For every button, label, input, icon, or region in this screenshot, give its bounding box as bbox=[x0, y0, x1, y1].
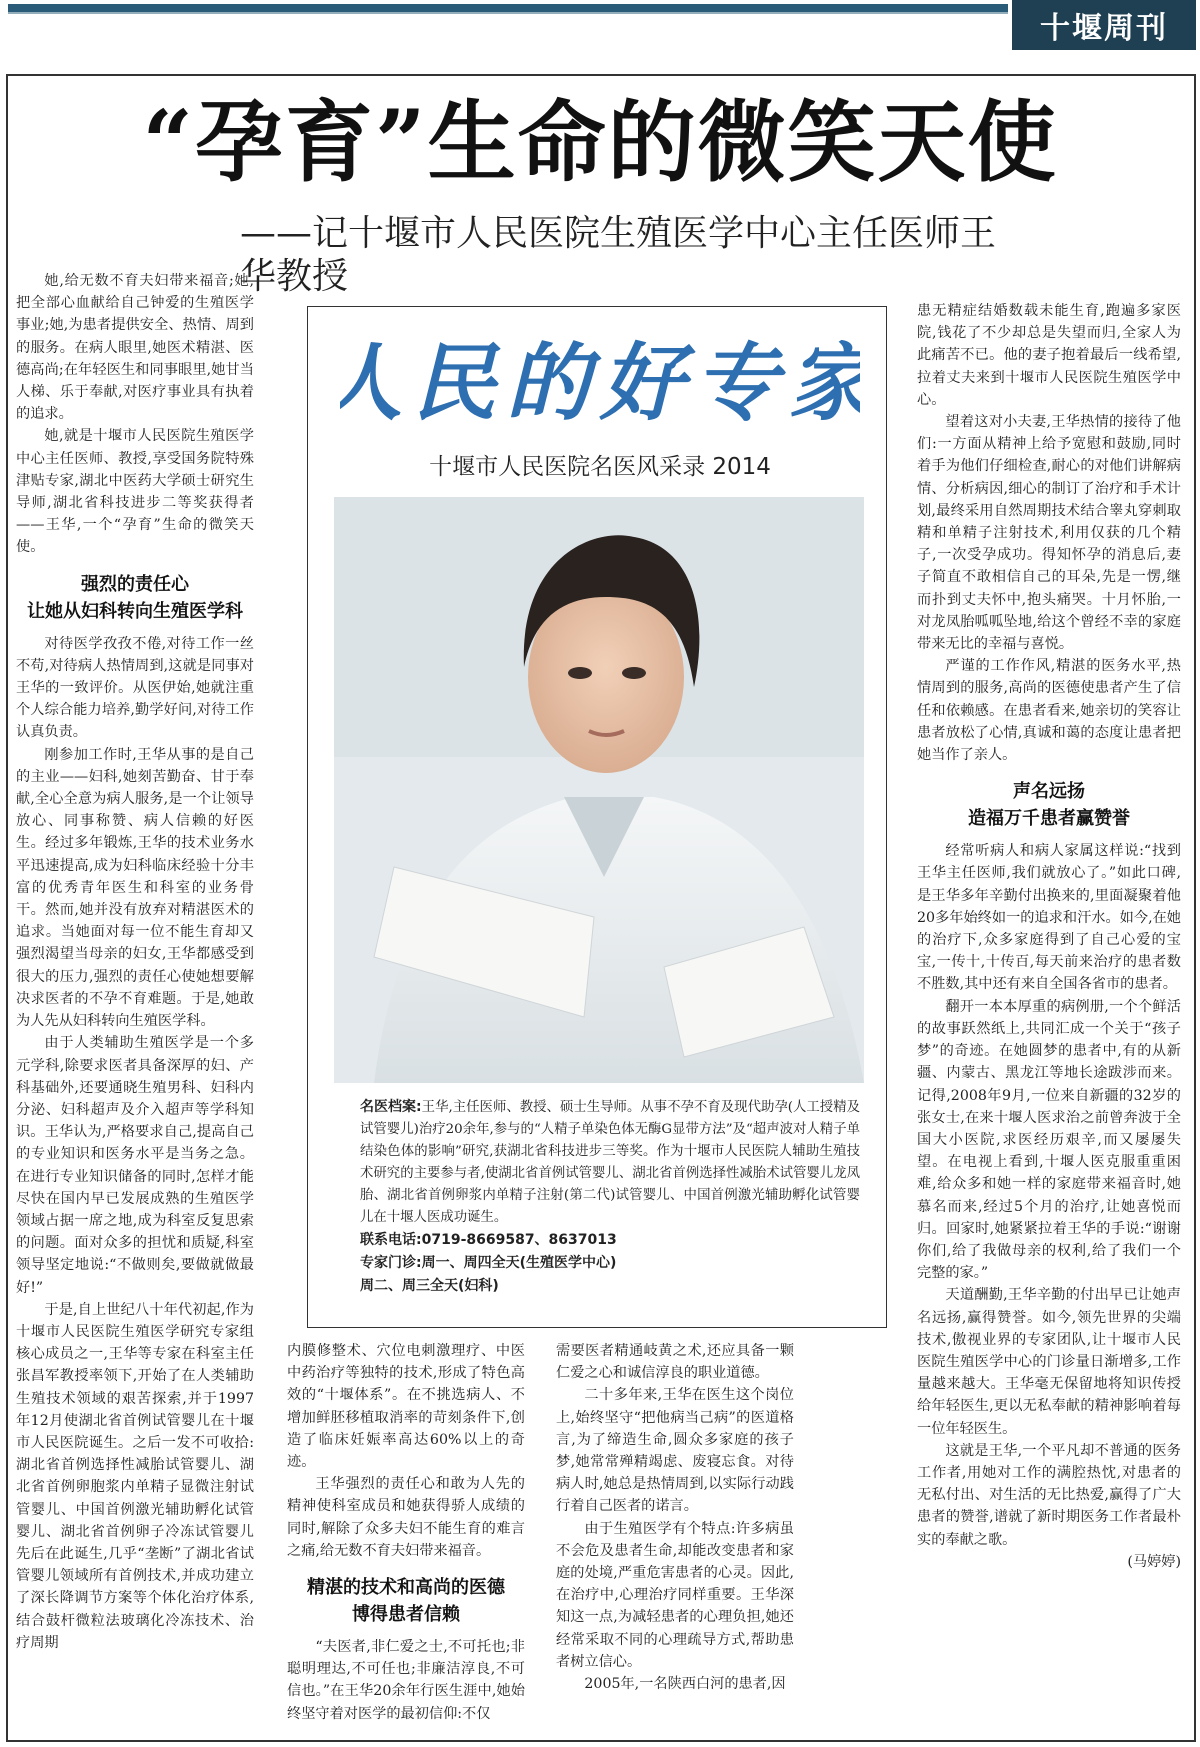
subheadline: ——记十堰市人民医院生殖医学中心主任医师王华教授 bbox=[240, 213, 997, 298]
paragraph: 需要医者精通岐黄之术,还应具备一颗仁爱之心和诚信淳良的职业道德。 bbox=[556, 1343, 794, 1382]
masthead-rule-thin bbox=[8, 12, 1008, 14]
column-1 bbox=[16, 270, 254, 1654]
brand-calligraphy bbox=[340, 320, 860, 440]
brand-title-text: 人民的好专家 bbox=[340, 333, 860, 432]
paragraph: 内膜修整术、穴位电刺激理疗、中医中药治疗等独特的技术,形成了特色高效的“十堰体系”。在不挑选病人、不增加鲜胚移植取消率的苛刻条件下,创造了临床妊娠率高达60%以上的奇迹。 bbox=[287, 1343, 525, 1471]
brand-title bbox=[340, 320, 860, 440]
paragraph: 由于人类辅助生殖医学是一个多元学科,除要求医者具备深厚的妇、产科基础外,还要通晓生殖男科、妇科内分泌、妇科超声及介入超声等学科知识。王华认为,严格要求自己,提高自己的专业知识和医务水平是当务之急。在进行专业知识储备的同时,怎样才能尽快在国内早已发展成熟的生殖医学领域占据一席之地,成为科室反复思索的问题。面对众多的担忧和质疑,科室领导坚定地说:“不做则矣,要做就做最好!” bbox=[16, 1035, 254, 1296]
masthead-rule bbox=[8, 4, 1008, 12]
paragraph: 2005年,一名陕西白河的患者,因 bbox=[584, 1676, 786, 1693]
section-heading-line: 造福万千患者赢赞誉 bbox=[968, 808, 1130, 830]
portrait-photo bbox=[334, 497, 864, 1083]
paragraph: 由于生殖医学有个特点:许多病虽不会危及患者生命,却能改变患者和家庭的处境,严重危害患者的心灵。因此,在治疗中,心理治疗同样重要。王华深知这一点,为减轻患者的心理负担,她还经常采取不同的心理疏导方式,帮助患者树立信心。 bbox=[556, 1520, 794, 1670]
profile-body: 王华,主任医师、教授、硕士生导师。从事不孕不育及现代助孕(人工授精及试管婴儿)治疗20余年,参与的“人精子单染色体无酶G显带方法”及“超声波对人精子单结染色体的影响”研究,获湖北省科技进步三等奖。作为十堰市人民医院人辅助生殖技术研究的主要参与者,使湖北省首例试管婴儿、湖北省首例选择性减胎术试管婴儿龙凤胎、湖北省首例卵浆内单精子注射(第二代)试管婴儿、中国首例激光辅助孵化试管婴儿在十堰人医成功诞生。 bbox=[360, 1100, 860, 1225]
section-heading-line: 精湛的技术和高尚的医德 bbox=[307, 1577, 505, 1599]
section-heading bbox=[917, 778, 1181, 832]
column-4 bbox=[917, 300, 1181, 1573]
doctor-profile bbox=[360, 1096, 860, 1298]
paragraph: 翻开一本本厚重的病例册,一个个鲜活的故事跃然纸上,共同汇成一个关于“孩子梦”的奇迹。在她圆梦的患者中,有的从新疆、内蒙古、黑龙江等地长途跋涉而来。记得,2008年9月,一位来自新疆的32岁的张女士,在来十堰人医求治之前曾奔波于全国大小医院,求医经历艰辛,而又屡屡失望。在电视上看到,十堰人医克服重重困难,给众多和她一样的家庭带来福音时,她慕名而来,经过5个月的治疗,让她喜悦而归。回家时,她紧紧拉着王华的手说:“谢谢你们,给了我做母亲的权利,给了我们一个完整的家。” bbox=[917, 998, 1181, 1282]
paragraph: 患无精症结婚数载未能生育,跑遍多家医院,钱花了不少却总是失望而归,全家人为此痛苦不已。他的妻子抱着最后一线希望,拉着丈夫来到十堰市人民医院生殖医学中心。 bbox=[917, 303, 1181, 408]
brand-subtitle: 十堰市人民医院名医风采录 2014 bbox=[429, 454, 771, 480]
paragraph: 望着这对小夫妻,王华热情的接待了他们:一方面从精神上给予宽慰和鼓励,同时着手为他们仔细检查,耐心的对他们讲解病情、分析病因,细心的制订了治疗和手术计划,最终采用自然周期技术结合睾丸穿刺取精和单精子注射技术,利用仅获的几个精子,一次受孕成功。得知怀孕的消息后,妻子简直不敢相信自己的耳朵,先是一愣,继而扑到丈夫怀中,抱头痛哭。十月怀胎,一对龙凤胎呱呱坠地,给这个曾经不幸的家庭带来无比的幸福与喜悦。 bbox=[917, 414, 1181, 653]
clinic-hours: 专家门诊:周一、周四全天(生殖医学中心) bbox=[360, 1255, 617, 1271]
paragraph: 天道酬勤,王华辛勤的付出早已让她声名远扬,赢得赞誉。如今,领先世界的尖端技术,傲视业界的专家团队,让十堰市人民医院生殖医学中心的门诊量日渐增多,工作量越来越大。王华毫无保留地将知识传授给年轻医生,更以无私奉献的精神影响着每一位年轻医生。 bbox=[917, 1287, 1181, 1437]
profile-text bbox=[360, 1096, 860, 1229]
paragraph: 王华强烈的责任心和敢为人先的精神使科室成员和她获得骄人成绩的同时,解除了众多夫妇不能生育的难言之痛,给无数不育夫妇带来福音。 bbox=[287, 1476, 525, 1559]
paragraph: 对待医学孜孜不倦,对待工作一丝不苟,对待病人热情周到,这就是同事对王华的一致评价。从医伊始,她就注重个人综合能力培养,勤学好问,对待工作认真负责。 bbox=[16, 635, 254, 741]
paragraph: 这就是王华,一个平凡却不普通的医务工作者,用她对工作的满腔热忱,对患者的无私付出、对生活的无比热爱,赢得了广大患者的赞誉,谱就了新时期医务工作者最朴实的奉献之歌。 bbox=[917, 1442, 1181, 1548]
contact-phone: 联系电话:0719-8669587、8637013 bbox=[360, 1232, 617, 1248]
paragraph: 二十多年来,王华在医生这个岗位上,始终坚守“把他病当己病”的医道格言,为了缔造生命,圆众多家庭的孩子梦,她常常殚精竭虑、废寝忘食。对待病人时,她总是热情周到,以实际行动践行着自己医者的诺言。 bbox=[556, 1387, 794, 1515]
column-2 bbox=[287, 1340, 525, 1725]
section-heading-line: 让她从妇科转向生殖医学科 bbox=[27, 600, 243, 622]
paragraph: 她,给无数不育夫妇带来福音;她,把全部心血献给自己钟爱的生殖医学事业;她,为患者提供安全、热情、周到的服务。在病人眼里,她医术精湛、医德高尚;在年轻医生和同事眼里,她甘当人梯、乐于奉献,对医疗事业具有执着的追求。 bbox=[16, 273, 254, 423]
section-heading bbox=[16, 571, 254, 625]
masthead-label: 十堰周刊 bbox=[1012, 0, 1196, 50]
author-signature: (马婷婷) bbox=[1127, 1553, 1181, 1570]
section-heading-line: 强烈的责任心 bbox=[81, 573, 189, 595]
paragraph: 于是,自上世纪八十年代初起,作为十堰市人民医院生殖医学研究专家组核心成员之一,王华等专家在科室主任张昌军教授率领下,开始了在人类辅助生殖技术领域的艰苦探索,并于1997年12月使湖北省首例试管婴儿在十堰市人民医院诞生。之后一发不可收拾:湖北省首例选择性减胎试管婴儿、湖北省首例卵胞浆内单精子显微注射试管婴儿、中国首例激光辅助孵化试管婴儿、湖北省首例卵子冷冻试管婴儿先后在此诞生,几乎“垄断”了湖北省试管婴儿领域所有首例技术,并成功建立了深长降调节方案等个体化治疗体系,结合鼓杆微粒法玻璃化冷冻技术、治疗周期 bbox=[16, 1301, 254, 1651]
column-3 bbox=[556, 1340, 794, 1695]
portrait-photo-icon bbox=[334, 497, 864, 1083]
paragraph: 严谨的工作作风,精湛的医务水平,热情周到的服务,高尚的医德使患者产生了信任和依赖感。在患者看来,她亲切的笑容让患者放松了心情,真诚和蔼的态度让患者把她当作了亲人。 bbox=[917, 658, 1181, 764]
section-heading bbox=[287, 1574, 525, 1628]
paragraph: 经常听病人和病人家属这样说:“找到王华主任医师,我们就放心了。”如此口碑,是王华多年辛勤付出换来的,里面凝聚着他20多年始终如一的追求和汗水。如今,在她的治疗下,众多家庭得到了自己心爱的宝宝,一传十,十传百,每天前来治疗的患者数不胜数,其中还有来自全国各省市的患者。 bbox=[917, 843, 1181, 993]
paragraph: 刚参加工作时,王华从事的是自己的主业——妇科,她刻苦勤奋、甘于奉献,全心全意为病人服务,是一个让领导放心、同事称赞、病人信赖的好医生。经过多年锻炼,王华的技术业务水平迅速提高,成为妇科临床经验十分丰富的优秀青年医生和科室的业务骨干。然而,她并没有放弃对精湛医术的追求。当她面对每一位不能生育却又强烈渴望当母亲的妇女,王华都感受到很大的压力,强烈的责任心使她想要解决求医者的不孕不育难题。于是,她敢为人先从妇科转向生殖医学科。 bbox=[16, 746, 254, 1030]
profile-label: 名医档案: bbox=[360, 1099, 422, 1115]
headline: “孕育”生命的微笑天使 bbox=[142, 90, 1058, 194]
section-heading-line: 博得患者信赖 bbox=[352, 1604, 460, 1626]
clinic-hours-gynecology: 周二、周三全天(妇科) bbox=[360, 1278, 499, 1294]
paragraph: “夫医者,非仁爱之士,不可托也;非聪明理达,不可任也;非廉洁淳良,不可信也。”在王华20余年行医生涯中,她始终坚守着对医学的最初信仰:不仅 bbox=[287, 1639, 525, 1722]
section-heading-line: 声名远扬 bbox=[1013, 781, 1085, 803]
paragraph: 她,就是十堰市人民医院生殖医学中心主任医师、教授,享受国务院特殊津贴专家,湖北中医药大学硕士研究生导师,湖北省科技进步二等奖获得者——王华,一个“孕育”生命的微笑天使。 bbox=[16, 428, 254, 556]
